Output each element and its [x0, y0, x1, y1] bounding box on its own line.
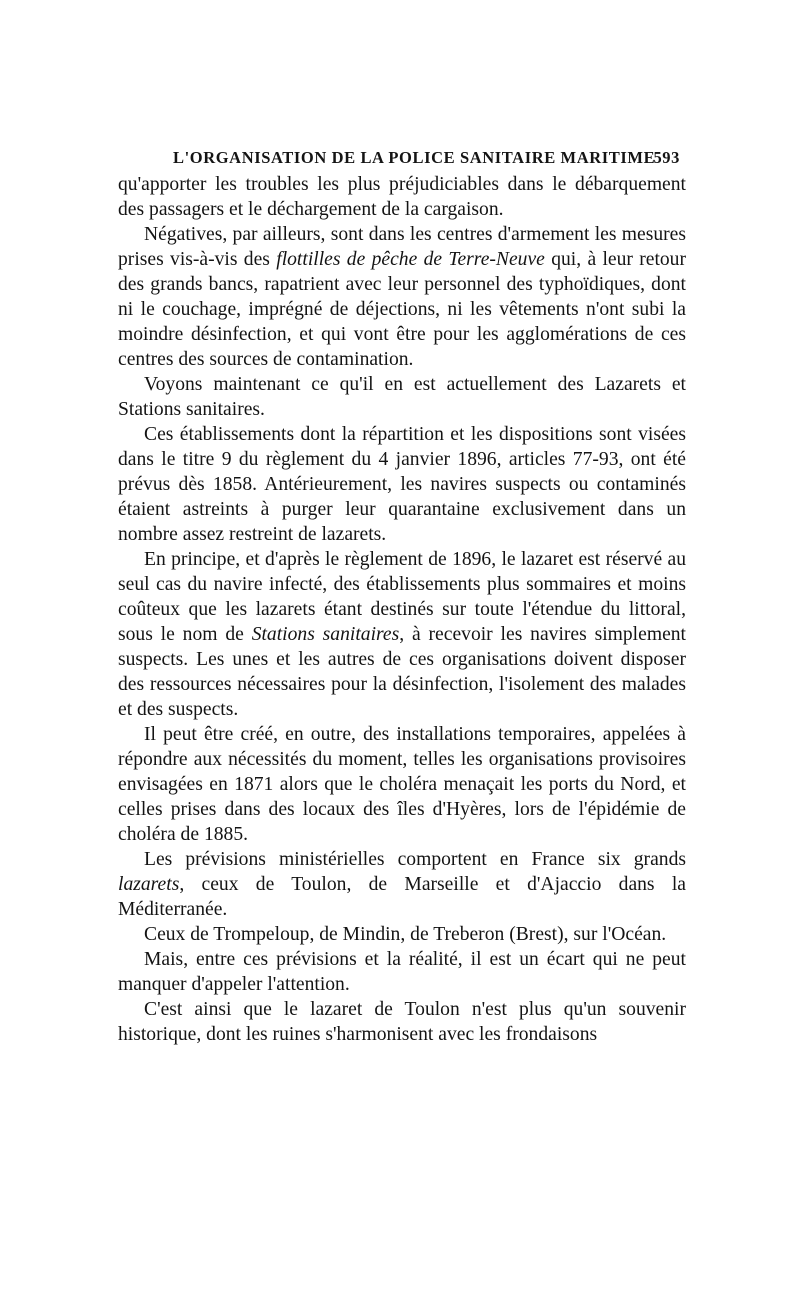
italic-run: lazarets — [118, 874, 180, 895]
book-page — [118, 142, 686, 1047]
text-run: qui, à leur retour des grands bancs, rapatrient avec leur personnel des typhoïdiques, dont ni le couchage, imprégné de déjections, ni les vêtements n'ont subi la moindre désinfection, et qui vont être pour les agglomérations de ces centres des sources de contamination. — [118, 249, 687, 370]
paragraph-reality-gap: Mais, entre ces prévisions et la réalité, il est un écart qui ne peut manquer d'appeler l'attention. — [118, 949, 686, 995]
paragraph-mediterranean-lazarets — [118, 847, 686, 922]
paragraph-temporary-installations: Il peut être créé, en outre, des installations temporaires, appelées à répondre aux nécessités du moment, telles les organisations provisoires envisagées en 1871 alors que le choléra menaçait les ports du Nord, et celles prises dans des locaux des îles d'Hyères, lors de l'épidémie de choléra de 1885. — [118, 724, 686, 845]
paragraph-toulon: C'est ainsi que le lazaret de Toulon n'est plus qu'un souvenir historique, dont les ruines s'harmonisent avec les frondaisons — [118, 999, 686, 1045]
paragraph-principle-1896 — [118, 547, 686, 722]
running-head — [118, 142, 686, 172]
text-run: Les prévisions ministérielles comportent en France six grands — [144, 849, 686, 870]
body-text — [118, 172, 686, 1047]
paragraph-terre-neuve-flotillas — [118, 222, 686, 372]
running-title: L'ORGANISATION DE LA POLICE SANITAIRE MARITIME — [173, 148, 656, 167]
paragraph-ocean-lazarets: Ceux de Trompeloup, de Mindin, de Treberon (Brest), sur l'Océan. — [144, 924, 667, 945]
page-number: 593 — [653, 148, 680, 167]
text-run: , à recevoir les navires simplement suspects. Les unes et les autres de ces organisations doivent disposer des ressources nécessaires pour la désinfection, l'isolement des malades et des suspects. — [118, 624, 687, 720]
paragraph-lazarets-intro: Voyons maintenant ce qu'il en est actuellement des Lazarets et Stations sanitaires. — [118, 374, 686, 420]
text-run: , ceux de Toulon, de Marseille et d'Ajaccio dans la Méditerranée. — [118, 874, 686, 920]
paragraph-establishments: Ces établissements dont la répartition et les dispositions sont visées dans le titre 9 du règlement du 4 janvier 1896, articles 77-93, ont été prévus dès 1858. Antérieurement, les navires suspects ou contaminés étaient astreints à purger leur quarantaine exclusivement dans un nombre assez restreint de lazarets. — [118, 424, 686, 545]
text-run: Négatives, par ailleurs, sont dans les centres d'armement les mesures prises vis-à-vis des — [118, 224, 686, 270]
paragraph-continued: qu'apporter les troubles les plus préjudiciables dans le débarquement des passagers et le déchargement de la cargaison. — [118, 174, 686, 220]
italic-run: Stations sanitaires — [251, 624, 400, 645]
text-run: En principe, et d'après le règlement de 1896, le lazaret est réservé au seul cas du navire infecté, des établissements plus sommaires et moins coûteux que les lazarets étant destinés sur toute l'étendue du littoral, sous le nom de — [118, 549, 686, 645]
italic-run: flottilles de pêche de Terre-Neuve — [276, 249, 545, 270]
